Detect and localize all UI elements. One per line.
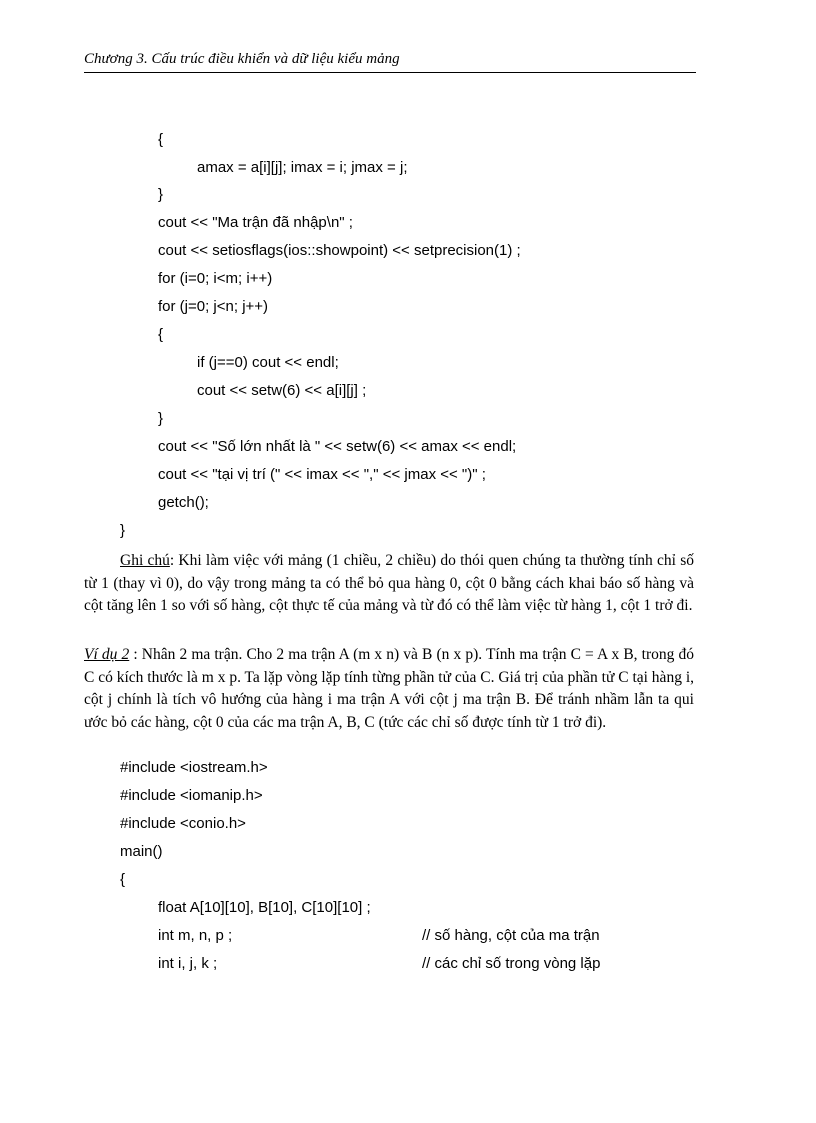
code-line: for (i=0; i<m; i++) xyxy=(158,270,273,287)
code-line: cout << "Số lớn nhất là " << setw(6) << amax << endl; xyxy=(158,438,517,455)
code-line: amax = a[i][j]; imax = i; jmax = j; xyxy=(197,159,408,176)
example-paragraph xyxy=(84,644,694,734)
code-line: float A[10][10], B[10], C[10][10] ; xyxy=(158,899,371,916)
chapter-title: Chương 3. Cấu trúc điều khiển và dữ liệu kiểu mảng xyxy=(84,51,400,67)
code-line: cout << setw(6) << a[i][j] ; xyxy=(197,382,367,399)
code-line: #include <iostream.h> xyxy=(120,759,268,776)
code-line: int m, n, p ; xyxy=(158,927,233,944)
code-line: { xyxy=(158,131,164,148)
code-comment: // số hàng, cột của ma trận xyxy=(422,927,600,944)
page-header xyxy=(84,50,696,73)
code-line: cout << "tại vị trí (" << imax << "," << jmax << ")" ; xyxy=(158,466,486,483)
example-text: : Nhân 2 ma trận. Cho 2 ma trận A (m x n) và B (n x p). Tính ma trận C = A x B, trong đó C có kích thước là m x p. Ta lặp vòng lặp tính từng phần tử của C. Giá trị của phần tử C tại hàng i, cột j chính là tích vô hướng của hàng i ma trận A với cột j ma trận B. Để tránh nhầm lẫn ta qui ước bỏ các hàng, cột 0 của các ma trận A, B, C (tức các chỉ số được tính từ 1 trở đi). xyxy=(84,646,694,731)
code-line: { xyxy=(120,871,126,888)
code-line: } xyxy=(158,410,164,427)
note-label: Ghi chú xyxy=(120,552,170,569)
code-line: for (j=0; j<n; j++) xyxy=(158,298,269,315)
code-line: if (j==0) cout << endl; xyxy=(197,354,339,371)
code-line: } xyxy=(120,522,126,539)
code-line: cout << "Ma trận đã nhập\n" ; xyxy=(158,214,353,231)
code-line: getch(); xyxy=(158,494,209,511)
code-comment: // các chỉ số trong vòng lặp xyxy=(422,955,601,972)
code-line: #include <conio.h> xyxy=(120,815,246,832)
code-line: int i, j, k ; xyxy=(158,955,218,972)
code-line: { xyxy=(158,326,164,343)
code-line: main() xyxy=(120,843,163,860)
code-line: } xyxy=(158,186,164,203)
note-text: : Khi làm việc với mảng (1 chiều, 2 chiều) do thói quen chúng ta thường tính chỉ số từ 1 (thay vì 0), do vậy trong mảng ta có thể bỏ qua hàng 0, cột 0 bằng cách khai báo số hàng và cột tăng lên 1 so với số hàng, cột thực tế của mảng và từ đó có thể làm việc từ hàng 1, cột 1 trở đi. xyxy=(84,552,694,614)
code-line: #include <iomanip.h> xyxy=(120,787,263,804)
note-paragraph xyxy=(84,550,694,618)
example-label: Ví dụ 2 xyxy=(84,646,130,663)
code-line: cout << setiosflags(ios::showpoint) << setprecision(1) ; xyxy=(158,242,521,259)
